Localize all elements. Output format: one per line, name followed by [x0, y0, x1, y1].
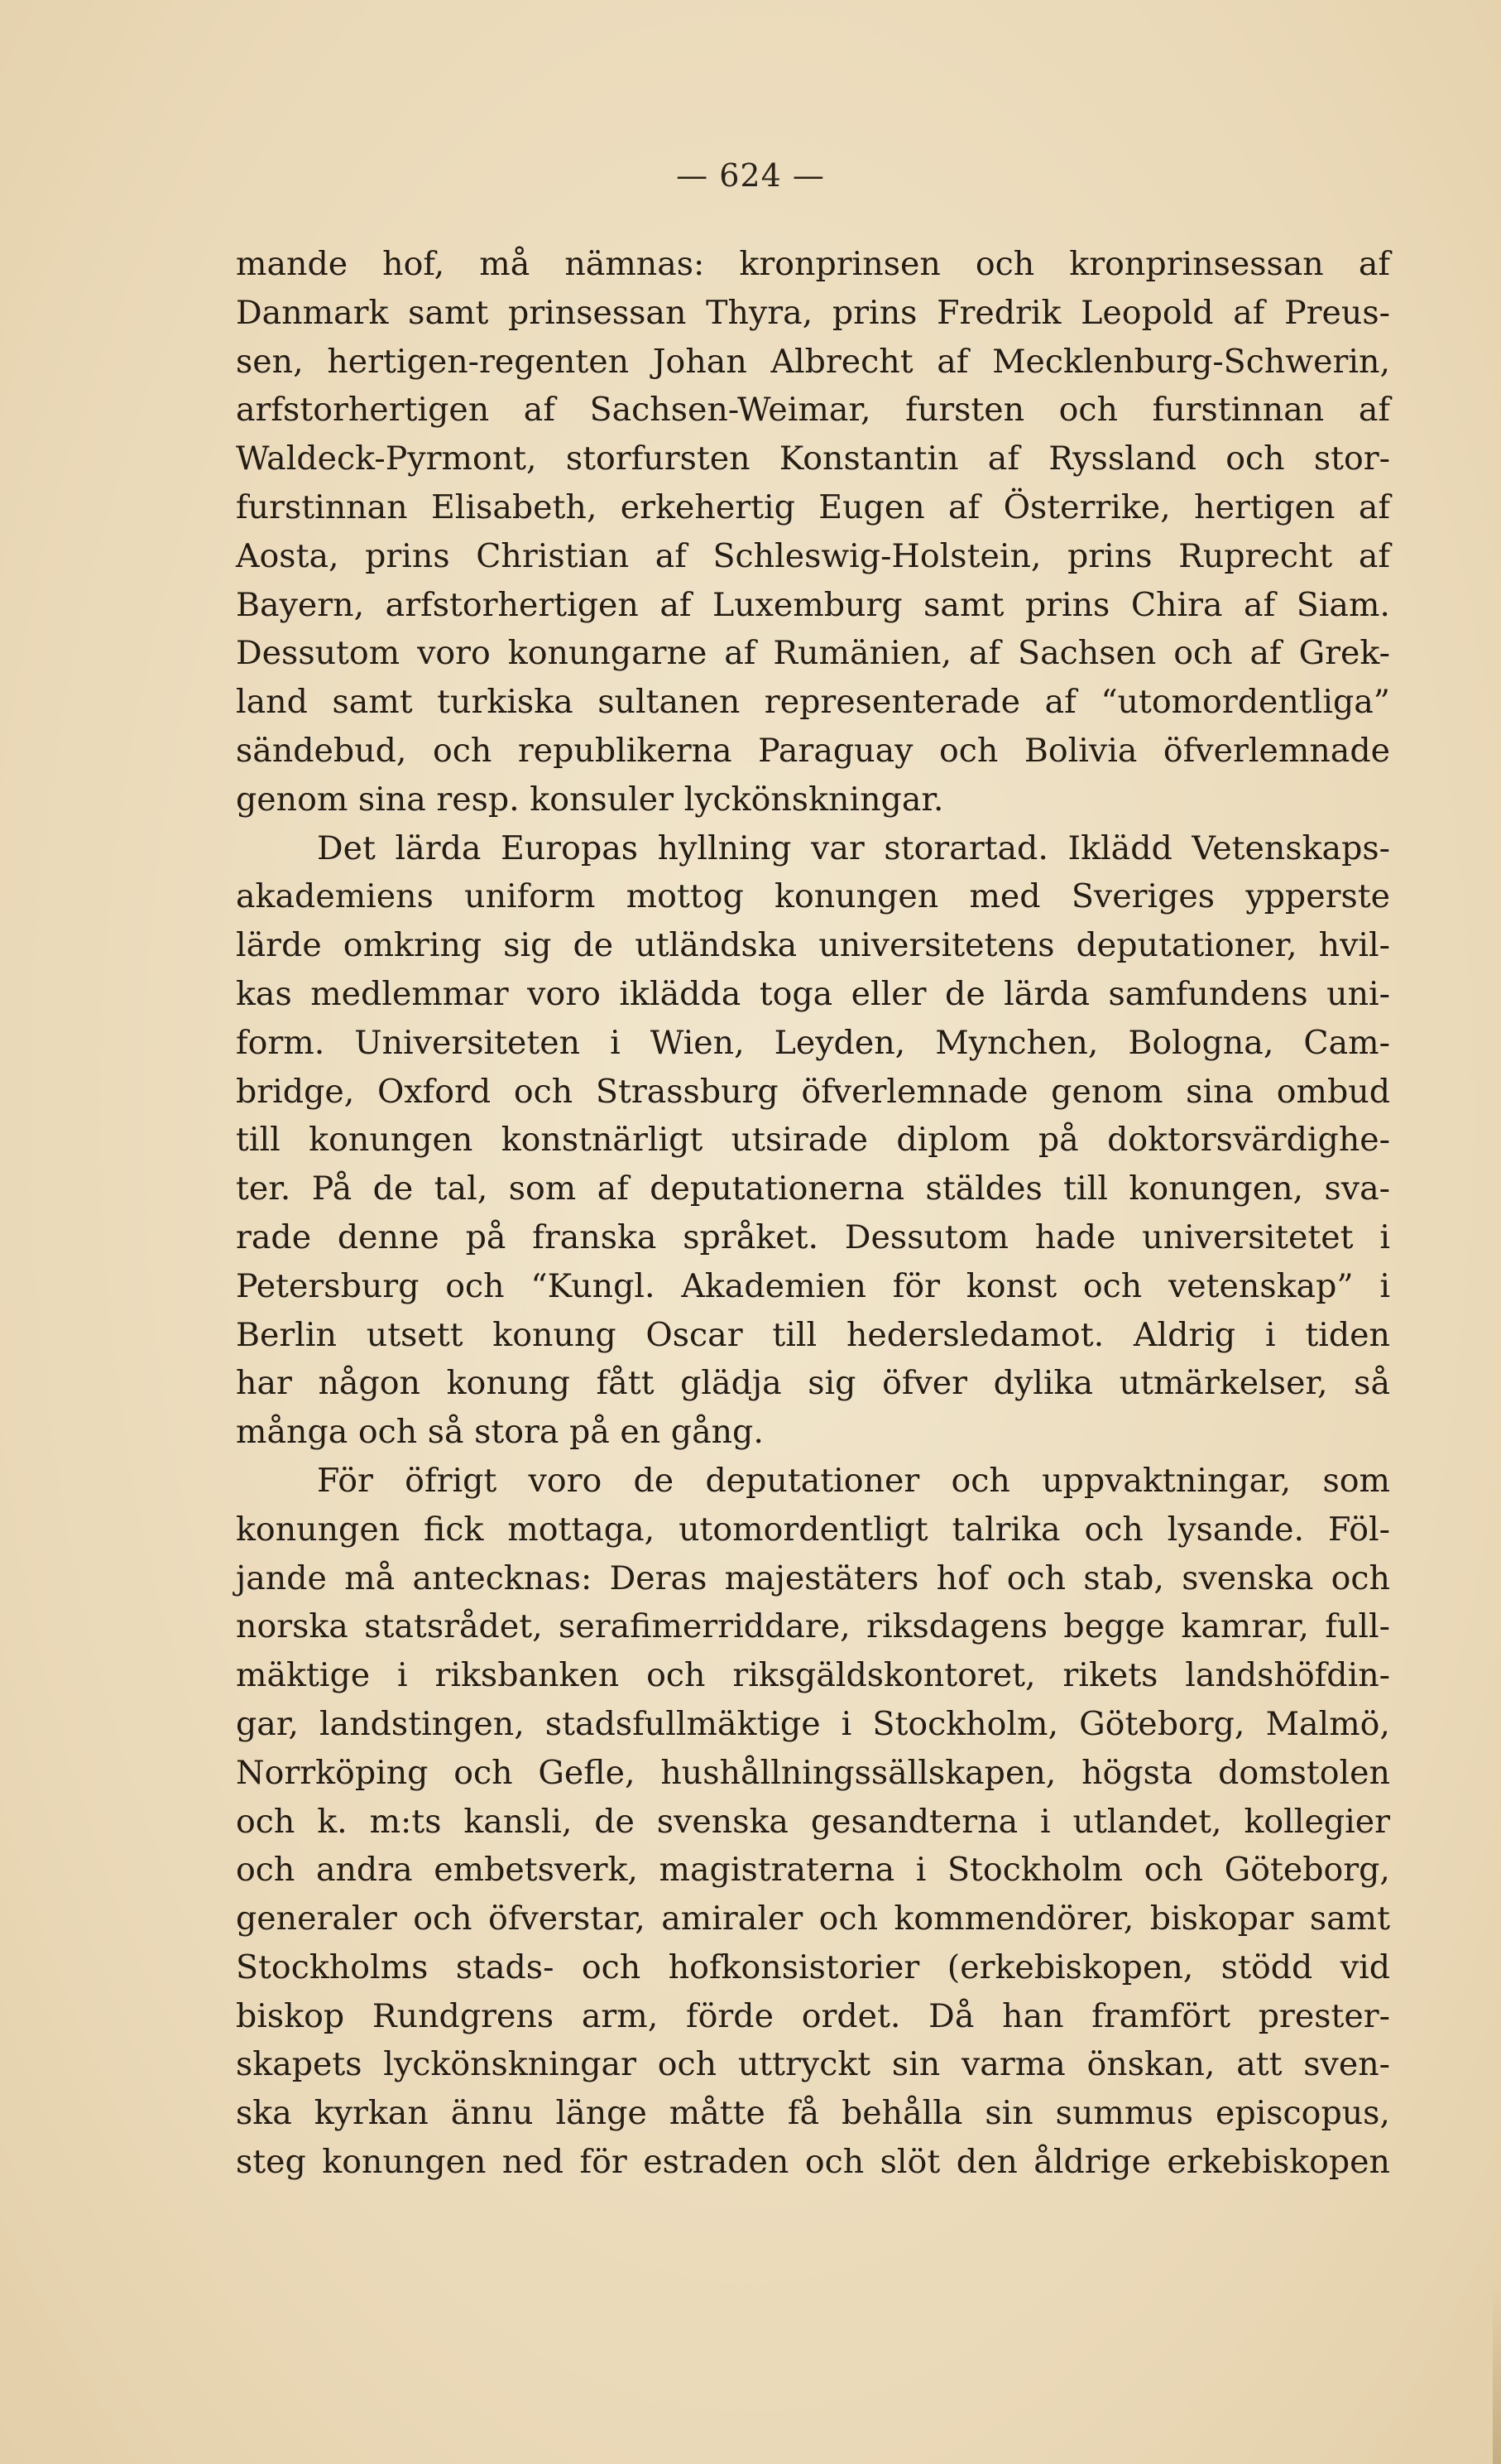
text-line: Stockholms stads- och hofkonsistorier (erkebiskopen, stödd vid — [236, 1948, 1390, 1986]
text-line: mäktige i riksbanken och riksgäldskontoret, rikets landshöfdin- — [236, 1656, 1390, 1695]
text-line: akademiens uniform mottog konungen med Sveriges ypperste — [236, 877, 1390, 916]
text-line: genom sina resp. konsuler lyckönskningar. — [236, 780, 944, 819]
text-line: och andra embetsverk, magistraterna i Stockholm och Göteborg, — [236, 1851, 1390, 1890]
text-line: Bayern, arfstorhertigen af Luxemburg samt prins Chira af Siam. — [236, 585, 1390, 624]
text-line: Petersburg och “Kungl. Akademien för konst och vetenskap” i — [236, 1266, 1390, 1305]
text-line: gar, landstingen, stadsfullmäktige i Stockholm, Göteborg, Malmö, — [236, 1704, 1390, 1743]
text-line: lärde omkring sig de utländska universitetens deputationer, hvil- — [236, 926, 1390, 965]
text-line: ter. På de tal, som af deputationerna stäldes till konungen, sva- — [236, 1170, 1390, 1208]
text-line: och k. m:ts kansli, de svenska gesandterna i utlandet, kollegier — [236, 1802, 1390, 1841]
text-line: till konungen konstnärligt utsirade diplom på doktorsvärdighe- — [236, 1121, 1390, 1160]
text-line: rade denne på franska språket. Dessutom hade universitetet i — [236, 1218, 1390, 1256]
text-line: sändebud, och republikerna Paraguay och Bolivia öfverlemnade — [236, 731, 1390, 770]
text-line: För öfrigt voro de deputationer och uppvaktningar, som — [317, 1461, 1390, 1500]
text-line: sen, hertigen-regenten Johan Albrecht af Mecklenburg-Schwerin, — [236, 342, 1390, 381]
text-line: Dessutom voro konungarne af Rumänien, af Sachsen och af Grek- — [236, 634, 1390, 673]
text-line: biskop Rundgrens arm, förde ordet. Då han framfört prester- — [236, 1996, 1390, 2035]
text-line: Det lärda Europas hyllning var storartad. Iklädd Vetenskaps- — [317, 829, 1390, 867]
text-line: norska statsrådet, serafimerriddare, riksdagens begge kamrar, full- — [236, 1607, 1390, 1646]
body-text — [236, 240, 1390, 2187]
text-line: Berlin utsett konung Oscar till hedersledamot. Aldrig i tiden — [236, 1315, 1390, 1354]
page-number: — 624 — — [676, 157, 825, 194]
text-line: Aosta, prins Christian af Schleswig-Holstein, prins Ruprecht af — [236, 536, 1390, 575]
text-line: konungen fick mottaga, utomordentligt talrika och lysande. Föl- — [236, 1510, 1390, 1549]
page-edge-stain — [1493, 2282, 1501, 2464]
text-line: form. Universiteten i Wien, Leyden, Mynchen, Bologna, Cam- — [236, 1023, 1390, 1062]
text-line: bridge, Oxford och Strassburg öfverlemnade genom sina ombud — [236, 1072, 1390, 1111]
text-line: steg konungen ned för estraden och slöt den åldrige erkebiskopen — [236, 2143, 1390, 2182]
text-line: ska kyrkan ännu länge måtte få behålla sin summus episcopus, — [236, 2094, 1390, 2133]
text-line: skapets lyckönskningar och uttryckt sin varma önskan, att sven- — [236, 2045, 1390, 2084]
text-line: arfstorhertigen af Sachsen-Weimar, fursten och furstinnan af — [236, 391, 1390, 430]
text-line: har någon konung fått glädja sig öfver dylika utmärkelser, så — [236, 1364, 1390, 1403]
text-line: Waldeck-Pyrmont, storfursten Konstantin af Ryssland och stor- — [236, 439, 1390, 478]
text-line: många och så stora på en gång. — [236, 1413, 764, 1452]
text-line: jande må antecknas: Deras majestäters hof och stab, svenska och — [236, 1559, 1390, 1597]
text-line: Danmark samt prinsessan Thyra, prins Fredrik Leopold af Preus- — [236, 293, 1390, 332]
text-line: mande hof, må nämnas: kronprinsen och kronprinsessan af — [236, 245, 1390, 283]
text-line: kas medlemmar voro iklädda toga eller de lärda samfundens uni- — [236, 974, 1390, 1013]
text-line: generaler och öfverstar, amiraler och kommendörer, biskopar samt — [236, 1900, 1390, 1938]
text-line: land samt turkiska sultanen representerade af “utomordentliga” — [236, 683, 1390, 722]
text-line: furstinnan Elisabeth, erkehertig Eugen af Österrike, hertigen af — [236, 488, 1390, 526]
text-line: Norrköping och Gefle, hushållningssällskapen, högsta domstolen — [236, 1753, 1390, 1792]
